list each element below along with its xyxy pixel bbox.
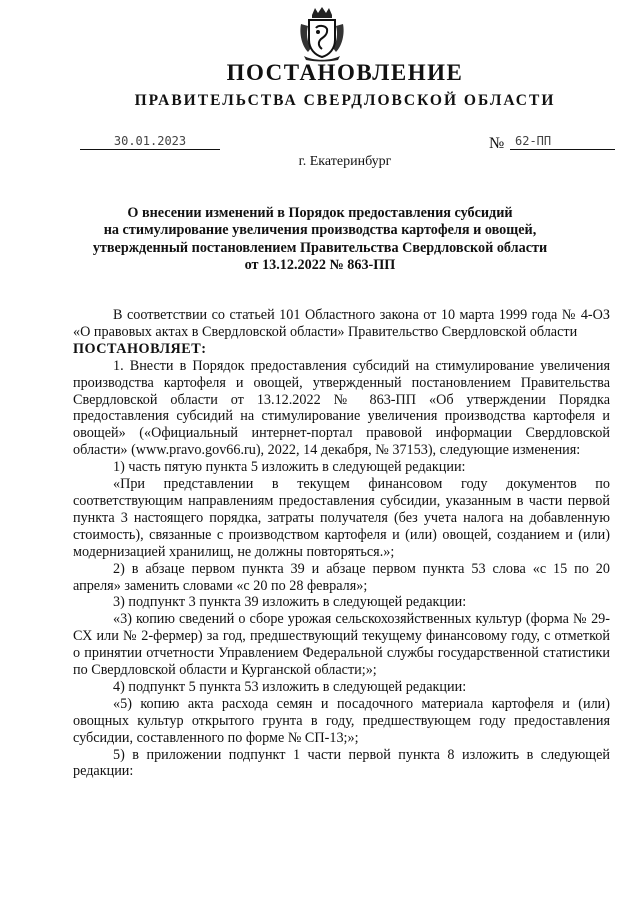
body-paragraph: 4) подпункт 5 пункта 53 изложить в следующей редакции: bbox=[113, 678, 467, 695]
document-title-line: утвержденный постановлением Правительства Свердловской области bbox=[92, 239, 548, 256]
preamble-paragraph: В соответствии со статьей 101 Областного закона от 10 марта 1999 года № 4-ОЗ «О правовых актах в Свердловской области» Правительство Свердловской области bbox=[73, 307, 610, 340]
body-paragraph: 3) подпункт 3 пункта 39 изложить в следующей редакции: bbox=[113, 594, 467, 611]
document-title bbox=[60, 205, 580, 274]
body-paragraph: 2) в абзаце первом пункта 39 и абзаце первом пункта 53 слова «с 15 по 20 апреля» заменить словами «с 20 по 28 февраля»; bbox=[73, 560, 610, 594]
body-paragraph: 5) в приложении подпункт 1 части первой пункта 8 изложить в следующей редакции: bbox=[73, 746, 610, 780]
coat-of-arms-emblem bbox=[298, 6, 346, 62]
resolves-heading: ПОСТАНОВЛЯЕТ: bbox=[73, 340, 207, 357]
document-title-line: О внесении изменений в Порядок предоставления субсидий bbox=[127, 205, 513, 221]
document-title-line: от 13.12.2022 № 863-ПП bbox=[244, 256, 396, 273]
city-line: г. Екатеринбург bbox=[298, 154, 392, 169]
body-paragraph: 1) часть пятую пункта 5 изложить в следующей редакции: bbox=[113, 459, 466, 476]
date-field: 30.01.2023 bbox=[80, 134, 220, 150]
number-label: № bbox=[489, 135, 505, 152]
issuer-subtitle: ПРАВИТЕЛЬСТВА СВЕРДЛОВСКОЙ ОБЛАСТИ bbox=[134, 92, 556, 109]
number-field: 62-ПП bbox=[510, 134, 615, 150]
body-paragraph: «При представлении в текущем финансовом году документов по соответствующим направлениям предоставления субсидии, указанным в части первой пункта 3 настоящего порядка, затраты получателя (без учета налога на добавленную стоимость), связанные с производством картофеля и (или) овощей, созданием и (или) модернизацией хранилищ, не должны повторяться.»; bbox=[73, 476, 610, 560]
document-body bbox=[73, 307, 610, 780]
document-title-line: на стимулирование увеличения производства картофеля и овощей, bbox=[103, 222, 537, 239]
body-paragraph: 1. Внести в Порядок предоставления субсидий на стимулирование увеличения производства картофеля и овощей, утвержденный постановлением Правительства Свердловской области от 13.12.2022 № 863-ПП «Об утверждении Порядка предоставления субсидий на стимулирование увеличения производства картофеля и овощей» («Официальный интернет-портал правовой информации Свердловской области» (www.pravo.gov66.ru), 2022, 14 декабря, № 37153), следующие изменения: bbox=[73, 357, 610, 459]
document-type-title: ПОСТАНОВЛЕНИЕ bbox=[226, 60, 464, 85]
body-paragraph: «5) копию акта расхода семян и посадочного материала картофеля и (или) овощных культур открытого грунта в году, предшествующем году предоставления субсидии, составленного по форме № СП-13;»; bbox=[73, 695, 610, 746]
body-paragraph: «3) копию сведений о сборе урожая сельскохозяйственных культур (форма № 29-СХ или № 2-фермер) за год, предшествующий текущему финансовому году, с отметкой о принятии отчетности Управлением Федеральной службы государственной статистики по Свердловской области и Курганской области;»; bbox=[73, 611, 610, 679]
